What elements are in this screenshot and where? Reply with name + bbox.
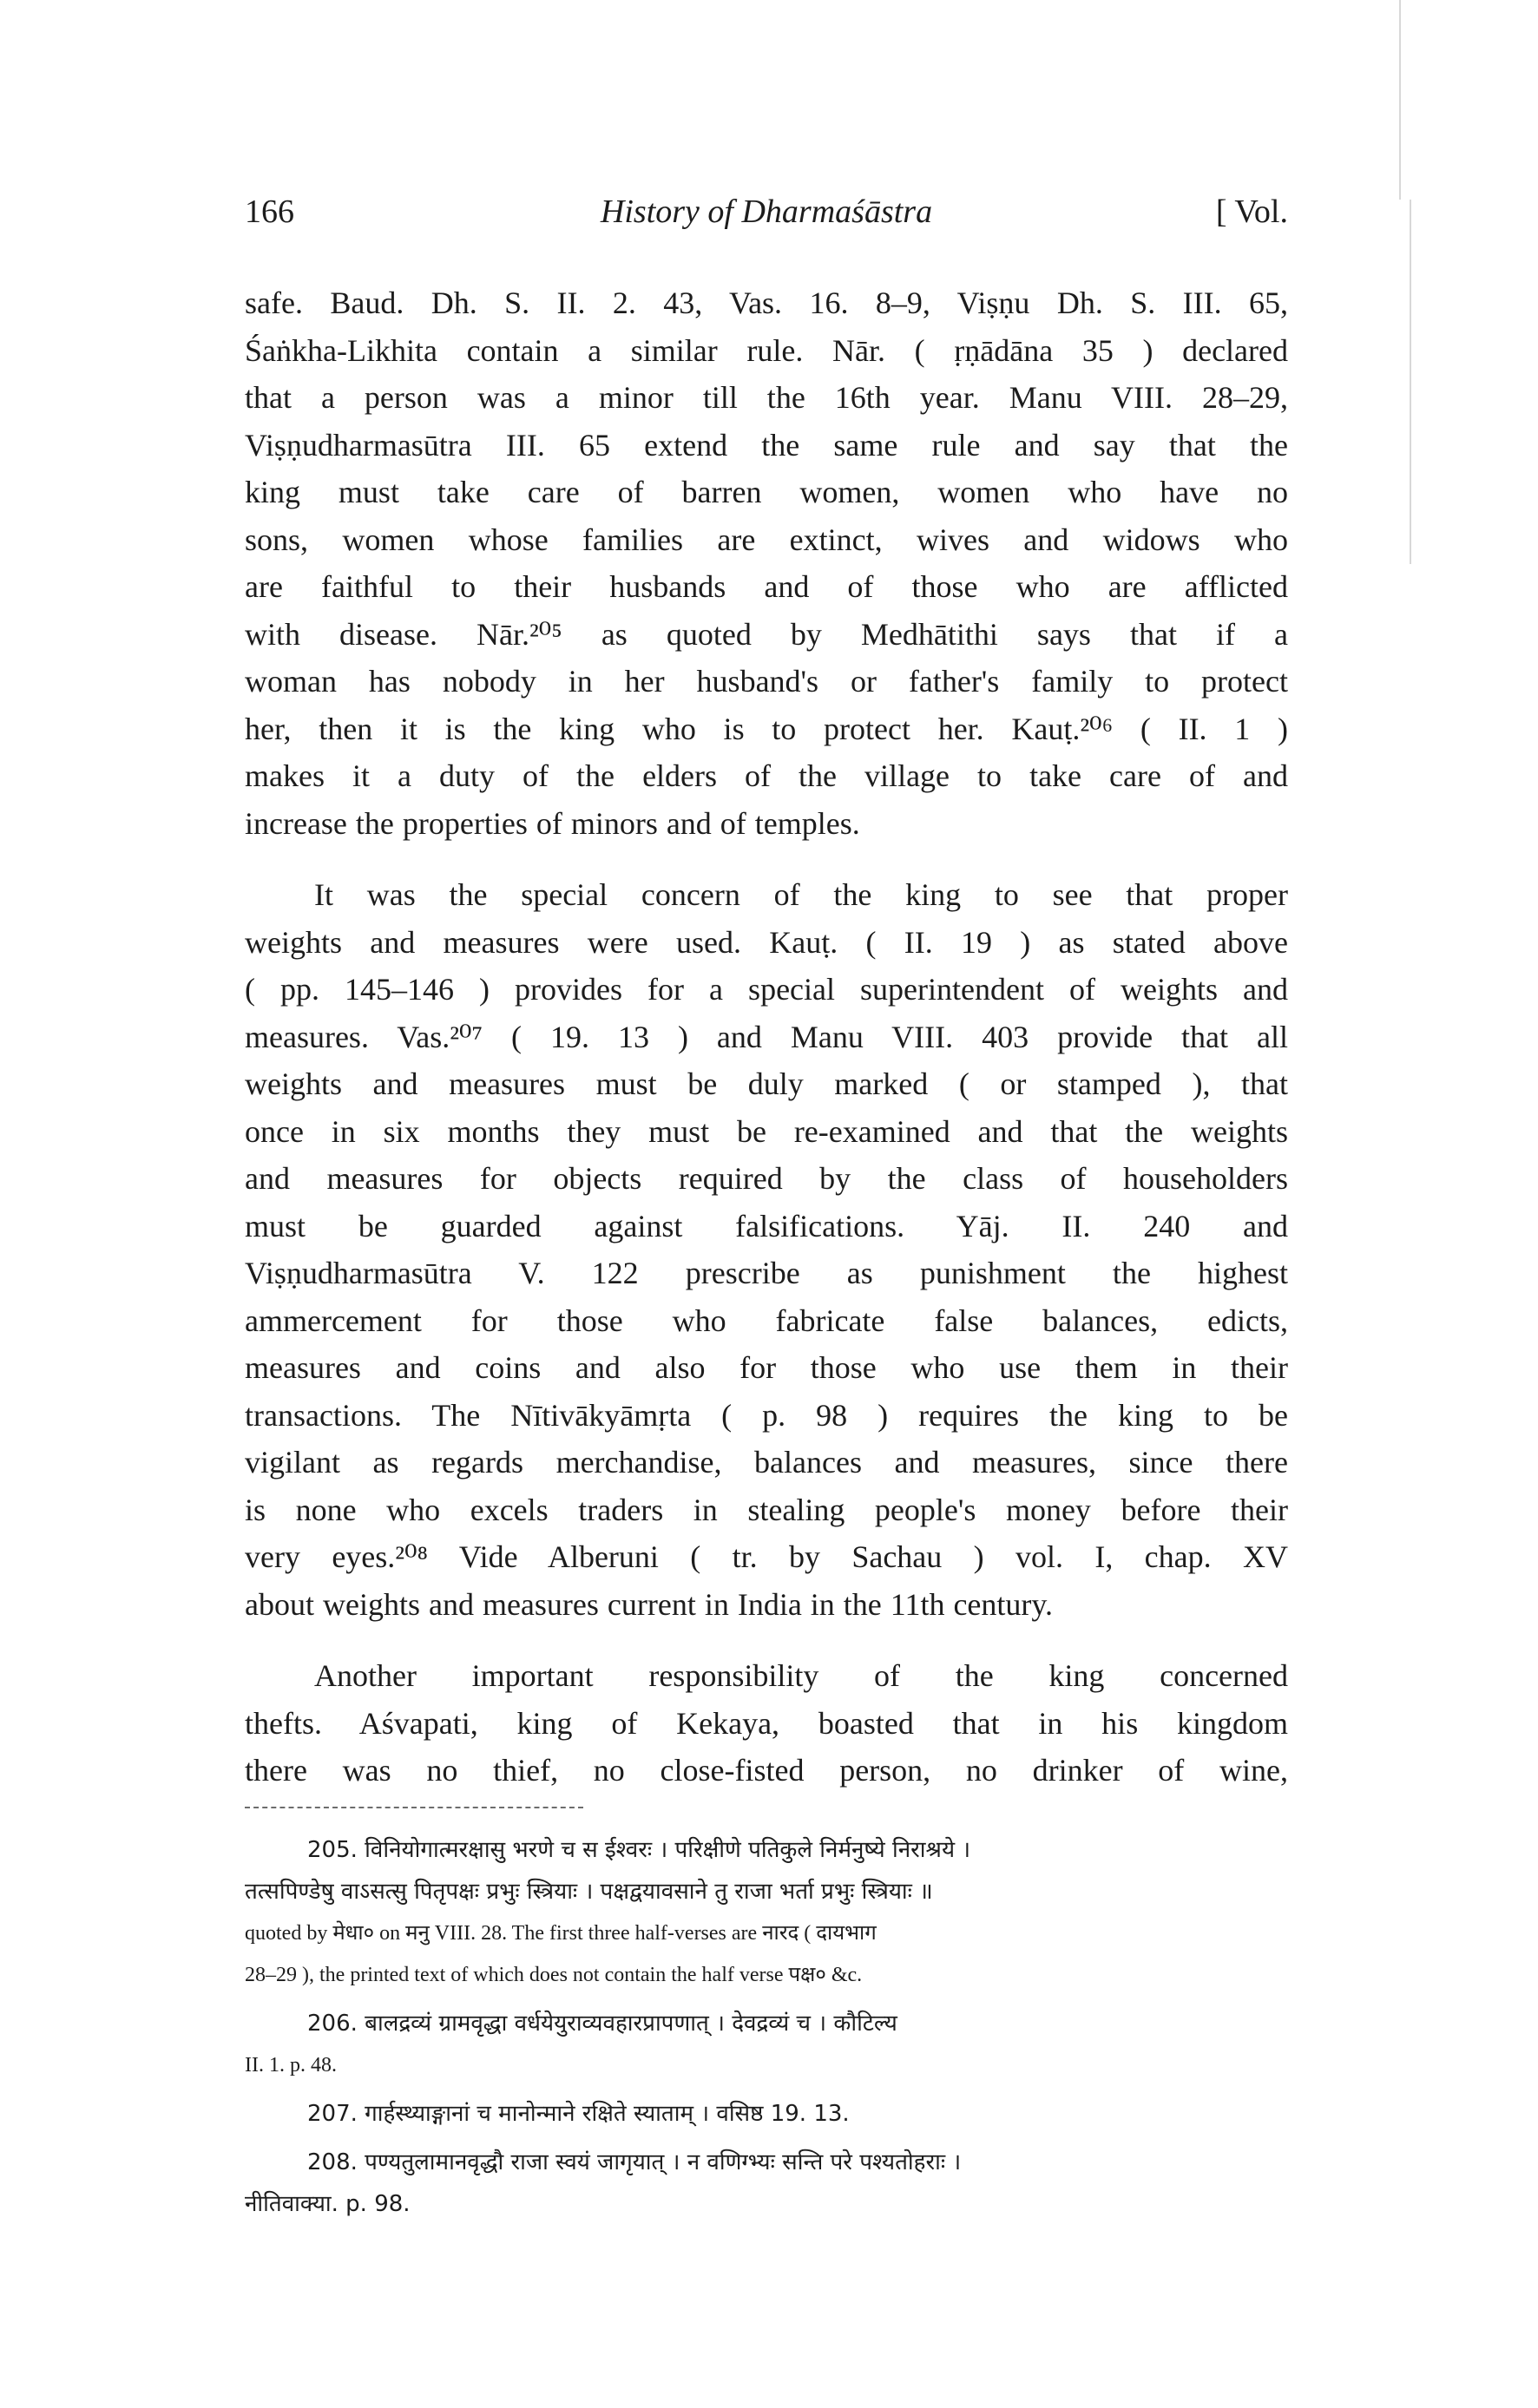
footnote-line: 28–29 ), the printed text of which does not contain the half verse पक्ष० &c. xyxy=(245,1964,863,1986)
paragraph xyxy=(245,279,1288,847)
paragraph-gap xyxy=(245,1628,1288,1652)
text-line: sons, women whose families are extinct, wives and widows who xyxy=(245,522,1288,557)
text-line: very eyes.²⁰⁸ Vide Alberuni ( tr. by Sachau ) vol. I, chap. XV xyxy=(245,1539,1288,1574)
footnote-205 xyxy=(245,1829,1288,1996)
text-line: Viṣṇudharmasūtra V. 122 prescribe as punishment the highest xyxy=(245,1256,1288,1290)
text-line: Śaṅkha-Likhita contain a similar rule. Nār. ( ṛṇādāna 35 ) declared xyxy=(245,332,1288,368)
text-line: is none who excels traders in stealing people's money before their xyxy=(245,1492,1288,1527)
footnote-line: 205. विनियोगात्मरक्षासु भरणे च स ईश्वरः । परिक्षीणे पतिकुले निर्मनुष्ये निराश्रये । xyxy=(307,1837,971,1863)
text-line: weights and measures were used. Kauṭ. ( II. 19 ) as stated above xyxy=(245,924,1288,960)
main-text xyxy=(245,279,1288,1795)
page-number: 166 xyxy=(245,194,294,230)
text-line: ( pp. 145–146 ) provides for a special superintendent of weights and xyxy=(245,972,1288,1007)
text-line: vigilant as regards merchandise, balances and measures, since there xyxy=(245,1445,1288,1480)
page-header xyxy=(245,193,1288,236)
volume-label: [ Vol. xyxy=(1215,194,1288,230)
footnote-line: नीतिवाक्या. p. 98. xyxy=(245,2191,411,2217)
text-line: and measures for objects required by the class of householders xyxy=(245,1161,1288,1196)
text-line: Viṣṇudharmasūtra III. 65 extend the same rule and say that the xyxy=(245,427,1288,463)
text-line: increase the properties of minors and of temples. xyxy=(245,805,860,841)
footnote-207 xyxy=(245,2093,1288,2135)
text-line: that a person was a minor till the 16th year. Manu VIII. 28–29, xyxy=(245,380,1288,415)
text-line: Another important responsibility of the king concerned xyxy=(314,1658,1288,1693)
text-line: ammercement for those who fabricate false balances, edicts, xyxy=(245,1302,1288,1338)
text-line: thefts. Aśvapati, king of Kekaya, boasted that in his kingdom xyxy=(245,1705,1288,1741)
footnote-line: quoted by मेधा० on मनु VIII. 28. The first three half-verses are नारद ( दायभाग xyxy=(245,1922,877,1945)
scan-edge-line xyxy=(1399,0,1401,200)
footnote-line: 206. बालद्रव्यं ग्रामवृद्धा वर्धयेयुराव्यवहारप्रापणात् । देवद्रव्यं च । कौटिल्य xyxy=(307,2011,897,2037)
paragraph xyxy=(245,1652,1288,1795)
footnote-line: तत्सपिण्डेषु वाऽसत्सु पितृपक्षः प्रभुः स्त्रियाः । पक्षद्वयावसाने तु राजा भर्ता प्रभुः स्त्रियाः ॥ xyxy=(245,1879,933,1905)
text-line: her, then it is the king who is to protect her. Kauṭ.²⁰⁶ ( II. 1 ) xyxy=(245,711,1288,746)
text-line: weights and measures must be duly marked ( or stamped ), that xyxy=(245,1066,1288,1101)
paragraph-gap xyxy=(245,847,1288,871)
text-line: must be guarded against falsifications. Yāj. II. 240 and xyxy=(245,1208,1288,1243)
text-line: measures. Vas.²⁰⁷ ( 19. 13 ) and Manu VIII. 403 provide that all xyxy=(245,1019,1288,1054)
footnote-gap xyxy=(245,2086,1288,2093)
scan-edge-line xyxy=(1410,200,1411,564)
text-line: are faithful to their husbands and of those who are afflicted xyxy=(245,569,1288,604)
footnote-line: 208. पण्यतुलामानवृद्धौ राजा स्वयं जागृयात् । न वणिग्भ्यः सन्ति परे पश्यतोहराः । xyxy=(307,2149,962,2175)
footnote-line: II. 1. p. 48. xyxy=(245,2054,337,2077)
paragraph xyxy=(245,871,1288,1628)
text-line: makes it a duty of the elders of the village to take care of and xyxy=(245,758,1288,793)
text-line: about weights and measures current in India in the 11th century. xyxy=(245,1586,1054,1622)
text-line: It was the special concern of the king to see that proper xyxy=(314,877,1288,912)
text-line: once in six months they must be re-examined and that the weights xyxy=(245,1113,1288,1149)
text-line: safe. Baud. Dh. S. II. 2. 43, Vas. 16. 8–9, Viṣṇu Dh. S. III. 65, xyxy=(245,285,1288,320)
footnote-separator xyxy=(245,1807,583,1808)
footnote-gap xyxy=(245,2135,1288,2142)
text-line: there was no thief, no close-fisted person, no drinker of wine, xyxy=(245,1753,1288,1788)
running-title: History of Dharmaśāstra xyxy=(600,194,933,230)
text-line: king must take care of barren women, women who have no xyxy=(245,475,1288,509)
footnote-gap xyxy=(245,1996,1288,2003)
footnotes xyxy=(245,1829,1288,2225)
footnote-line: 207. गार्हस्थ्याङ्गानां च मानोन्माने रक्षिते स्याताम् । वसिष्ठ 19. 13. xyxy=(307,2101,850,2127)
footnote-208 xyxy=(245,2142,1288,2225)
footnote-206 xyxy=(245,2003,1288,2086)
text-line: measures and coins and also for those who use them in their xyxy=(245,1350,1288,1385)
text-line: with disease. Nār.²⁰⁵ as quoted by Medhātithi says that if a xyxy=(245,616,1288,652)
text-line: woman has nobody in her husband's or father's family to protect xyxy=(245,664,1288,699)
text-line: transactions. The Nītivākyāmṛta ( p. 98 ) requires the king to be xyxy=(245,1397,1288,1433)
